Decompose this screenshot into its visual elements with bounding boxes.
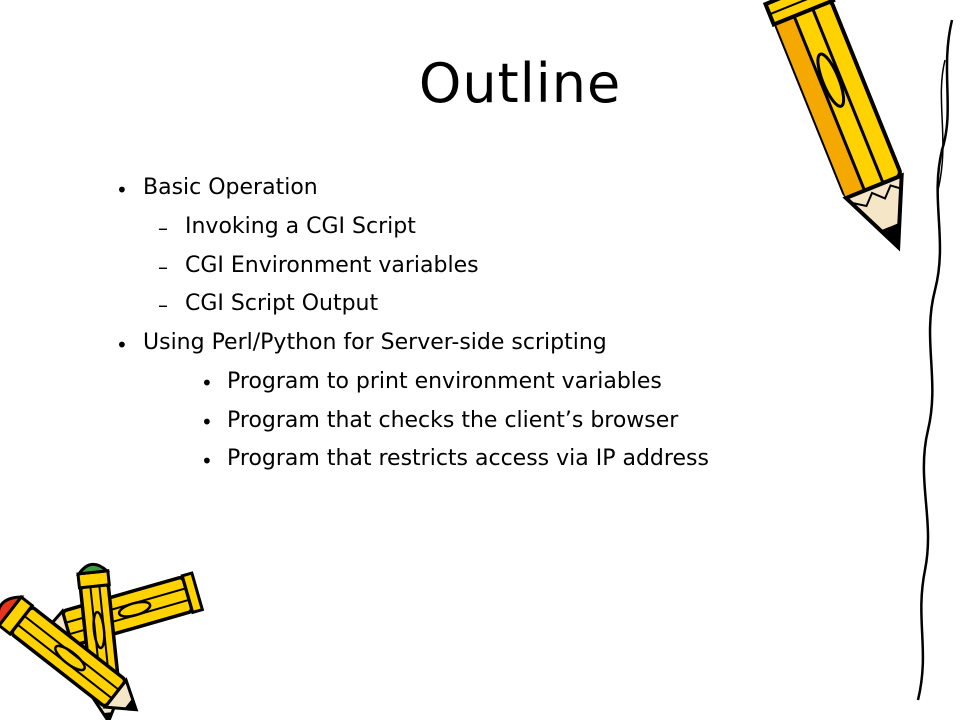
dash-marker: – [158, 255, 168, 279]
bullet-basic-operation: Basic Operation [143, 175, 318, 200]
subbullet-cgi-env: CGI Environment variables [185, 253, 479, 278]
bullet-marker: • [116, 333, 128, 357]
dash-marker: – [158, 216, 168, 240]
dash-marker: – [158, 293, 168, 317]
bullet-perl-python: Using Perl/Python for Server-side scripting [143, 330, 607, 355]
bullet-marker: • [116, 178, 128, 202]
subbullet-invoking-cgi: Invoking a CGI Script [185, 214, 416, 239]
subbullet-cgi-output: CGI Script Output [185, 291, 379, 316]
bullet-marker: • [201, 371, 213, 395]
bullet-marker: • [201, 410, 213, 434]
subbullet-check-browser: Program that checks the client’s browser [227, 408, 679, 433]
subbullet-print-env: Program to print environment variables [227, 369, 662, 394]
subbullet-restrict-ip: Program that restricts access via IP address [227, 446, 709, 471]
slide-title: Outline [418, 52, 622, 115]
bullet-marker: • [201, 449, 213, 473]
